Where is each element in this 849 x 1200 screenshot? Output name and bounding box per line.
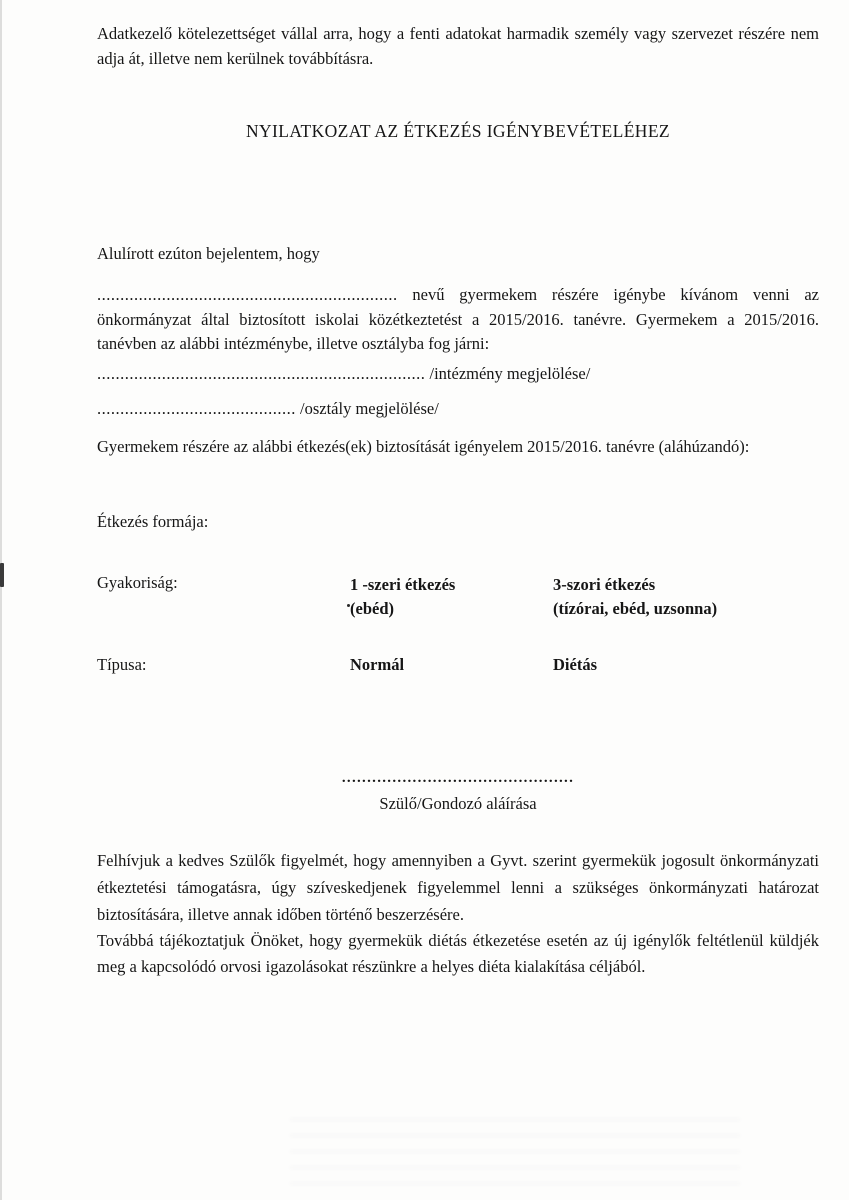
class-label: /osztály megjelölése/ — [300, 399, 439, 418]
institution-line — [97, 364, 590, 384]
type-option-dietetic: Diétás — [553, 655, 597, 674]
frequency-option-2-title: 3-szori étkezés — [553, 575, 656, 594]
child-name-blank: ................................................................. — [97, 285, 398, 304]
institution-blank: ....................................................................... — [97, 364, 426, 383]
declaration-body-text: nevű gyermekem részére igénybe kívánom venni az önkormányzat által biztosított iskolai közétkeztetést a 2015/2016. tanévre. Gyermekem a 2015/2016. tanévben az alábbi intézménybe, illetve osztályba fog járni: — [97, 285, 819, 353]
meal-form-label: Étkezés formája: — [97, 512, 209, 531]
scan-artifact-left-blob — [0, 563, 4, 587]
class-line — [97, 399, 439, 419]
signature-blank: .............................................. — [341, 770, 575, 786]
meals-request-line: Gyermekem részére az alábbi étkezés(ek) biztosítását igényelem 2015/2016. tanévre (aláhúzandó): — [97, 437, 750, 456]
notice-paragraph-2: Továbbá tájékoztatjuk Önöket, hogy gyermekük diétás étkezetése esetén az új igénylők feltétlenül küldjék meg a kapcsolódó orvosi igazolásokat részünkre a helyes diéta kialakítása céljából. — [97, 931, 819, 976]
signature-label: Szülő/Gondozó aláírása — [379, 794, 537, 813]
type-option-normal: Normál — [350, 655, 405, 674]
type-label: Típusa: — [97, 655, 147, 674]
signature-block — [97, 766, 819, 816]
frequency-option-2-subtitle: (tízórai, ebéd, uzsonna) — [553, 599, 718, 618]
declaration-body — [97, 283, 819, 357]
notice-paragraph-1: Felhívjuk a kedves Szülők figyelmét, hogy amennyiben a Gyvt. szerint gyermekük jogosult önkormányzati étkeztetési támogatásra, úgy szíveskedjenek figyelemmel lenni a szükséges önkormányzati határozat biztosítására, illetve annak időben történő beszerzésére. — [97, 851, 819, 924]
institution-label: /intézmény megjelölése/ — [429, 364, 591, 383]
frequency-option-1-subtitle: (ebéd) — [350, 599, 394, 618]
frequency-option-1 — [350, 573, 455, 621]
document-title: NYILATKOZAT AZ ÉTKEZÉS IGÉNYBEVÉTELÉHEZ — [245, 121, 671, 141]
class-blank: ........................................... — [97, 399, 296, 418]
scan-artifact-bleedthrough — [290, 1115, 740, 1185]
privacy-paragraph: Adatkezelő kötelezettséget vállal arra, hogy a fenti adatokat harmadik személy vagy szervezet részére nem adja át, illetve nem kerülnek továbbításra. — [97, 24, 819, 68]
frequency-option-2 — [553, 573, 717, 621]
scan-artifact-left-edge — [0, 0, 2, 1200]
frequency-option-1-title: 1 -szeri étkezés — [350, 575, 456, 594]
frequency-label: Gyakoriság: — [97, 573, 178, 592]
declaration-intro: Alulírott ezúton bejelentem, hogy — [97, 244, 320, 263]
